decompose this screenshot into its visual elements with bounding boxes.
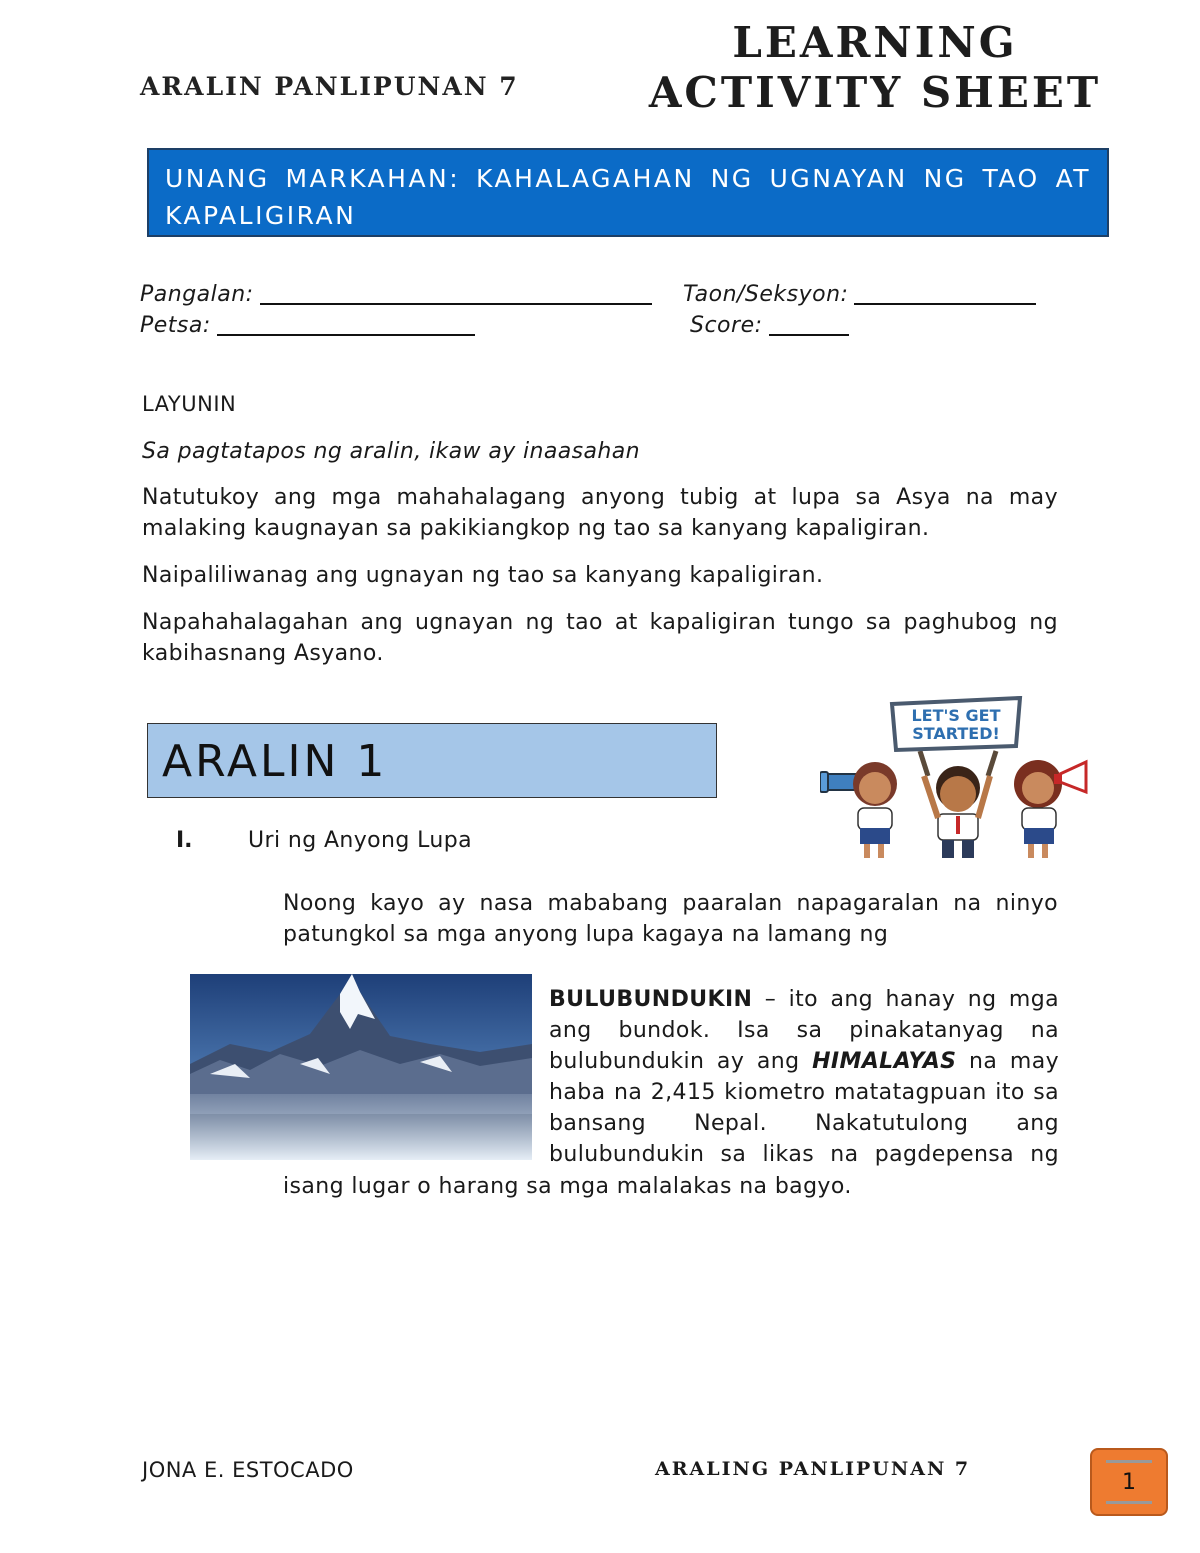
quarter-banner: UNANG MARKAHAN: KAHALAGAHAN NG UGNAYAN NG TAO AT KAPALIGIRAN [147,148,1109,237]
lesson-intro: Noong kayo ay nasa mababang paaralan napagaralan na ninyo patungkol sa mga anyong lupa kagaya na lamang ng [283,891,1058,947]
section-label: Taon/Seksyon: [683,282,849,307]
section-number: I. [176,828,193,853]
kid-left [853,762,897,858]
name-label: Pangalan: [140,282,254,307]
lesson-title: ARALIN 1 [147,723,717,798]
objective-item: Natutukoy ang mga mahahalagang anyong tubig at lupa sa Asya na may malaking kaugnayan sa pakikiangkop ng tao sa kanyang kapaligiran. [142,485,1058,541]
date-label: Petsa: [140,313,211,338]
subject-header: ARALIN PANLIPUNAN 7 [140,72,519,101]
mountain-photo [190,974,532,1160]
kid-middle [924,766,990,858]
section-title: Uri ng Anyong Lupa [248,828,472,853]
score-blank[interactable] [769,314,849,336]
sign-text-2: STARTED! [912,724,1000,743]
section-blank[interactable] [854,283,1036,305]
sign-board [892,698,1020,776]
footer-subject: ARALING PANLIPUNAN 7 [655,1458,971,1480]
sheet-title-line2: ACTIVITY SHEET [648,68,1102,117]
lets-get-started-illustration [820,696,1100,861]
sign-text-1: LET'S GET [911,706,1001,725]
objective-item: Naipaliliwanag ang ugnayan ng tao sa kanyang kapaligiran. [142,563,824,588]
footer-author: JONA E. ESTOCADO [142,1458,354,1482]
page-number-badge [1090,1448,1168,1516]
badge-top-bar [1106,1460,1152,1463]
badge-bottom-bar [1106,1501,1152,1504]
objective-item: Napahahalagahan ang ugnayan ng tao at kapaligiran tungo sa paghubog ng kabihasnang Asyano. [142,610,1058,666]
section-field[interactable] [683,282,1036,307]
sheet-title-line1: LEARNING [732,18,1018,67]
page-number: 1 [1122,1470,1136,1495]
objectives-heading: LAYUNIN [142,392,237,416]
objectives-intro: Sa pagtatapos ng aralin, ikaw ay inaasahan [142,439,640,464]
himalayas-highlight: HIMALAYAS [812,1049,957,1074]
desc-part2: na may haba na 2,415 kiometro matatagpuan ito sa bansang Nepal. Nakatutulong ang bulubundukin sa likas na pagdepensa ng [549,1049,1059,1167]
score-field[interactable] [690,313,849,338]
name-blank[interactable] [260,283,652,305]
desc-part1: – ito ang hanay ng mga ang bundok. Isa sa pinakatanyag na bulubundukin ay ang [549,987,1059,1074]
score-label: Score: [690,313,763,338]
name-field[interactable] [140,282,652,307]
bulubundukin-description [549,984,1059,1170]
date-field[interactable] [140,313,475,338]
date-blank[interactable] [217,314,475,336]
description-tail: isang lugar o harang sa mga malalakas na bagyo. [283,1174,852,1199]
term-bulubundukin: BULUBUNDUKIN [549,987,753,1012]
sheet-title [630,18,1120,118]
